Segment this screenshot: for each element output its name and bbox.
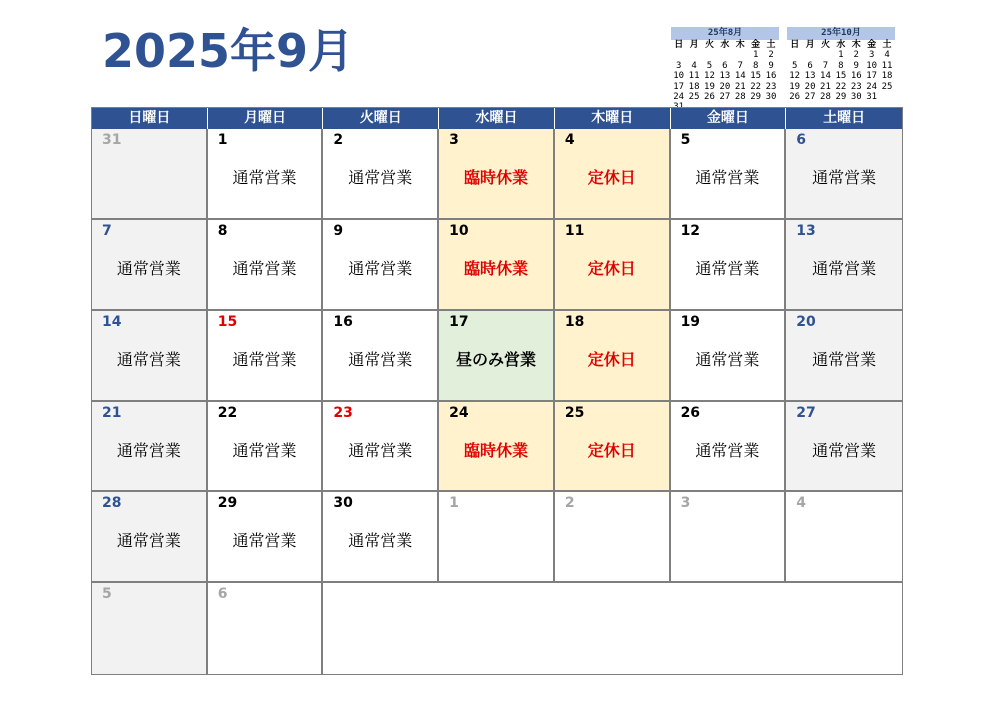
mini-calendar-header: 25年8月 bbox=[671, 27, 779, 40]
day-number: 1 bbox=[217, 132, 228, 148]
day-number: 8 bbox=[217, 222, 228, 239]
mini-weekday-label: 日 bbox=[674, 40, 684, 50]
day-number: 4 bbox=[796, 495, 807, 512]
day-cell[interactable] bbox=[92, 492, 208, 583]
mini-day: 6 bbox=[807, 60, 813, 71]
mini-day: 7 bbox=[822, 60, 829, 71]
mini-day: 25 bbox=[688, 91, 700, 102]
day-cell[interactable] bbox=[323, 492, 439, 583]
mini-day: 22 bbox=[835, 81, 847, 92]
mini-day: 19 bbox=[789, 81, 801, 92]
day-number: 5 bbox=[102, 586, 112, 603]
mini-day: 2 bbox=[768, 50, 774, 61]
mini-day: 13 bbox=[719, 71, 731, 82]
mini-day: 8 bbox=[752, 60, 759, 71]
day-cell[interactable] bbox=[323, 129, 439, 220]
mini-weekday-label: 日 bbox=[790, 40, 800, 50]
mini-day: 9 bbox=[853, 60, 859, 71]
mini-day: 15 bbox=[835, 71, 847, 82]
empty-area bbox=[323, 583, 902, 674]
day-status: 通常営業 bbox=[116, 258, 181, 278]
day-cell[interactable] bbox=[92, 311, 208, 402]
day-status: 通常営業 bbox=[232, 168, 297, 187]
mini-day: 18 bbox=[881, 71, 893, 82]
mini-day: 13 bbox=[804, 71, 816, 82]
mini-day: 16 bbox=[850, 71, 862, 82]
mini-day: 17 bbox=[673, 81, 685, 92]
mini-day bbox=[879, 92, 894, 102]
mini-weekday-label: 水 bbox=[720, 40, 730, 50]
mini-day: 3 bbox=[868, 50, 875, 61]
day-cell[interactable] bbox=[671, 129, 787, 220]
day-status: 昼のみ営業 bbox=[455, 349, 536, 369]
mini-calendar-next-month bbox=[787, 27, 895, 113]
mini-day: 10 bbox=[866, 60, 878, 71]
day-cell[interactable] bbox=[671, 402, 787, 493]
day-cell[interactable] bbox=[323, 220, 439, 311]
day-status: 通常営業 bbox=[812, 349, 877, 369]
mini-day: 25 bbox=[881, 81, 893, 92]
day-cell[interactable] bbox=[208, 220, 324, 311]
mini-day: 21 bbox=[820, 81, 831, 92]
day-cell[interactable] bbox=[439, 129, 555, 220]
day-number: 1 bbox=[449, 495, 459, 512]
day-status: 通常営業 bbox=[695, 349, 760, 369]
day-cell[interactable] bbox=[555, 492, 671, 583]
mini-weekday-label: 火 bbox=[820, 40, 830, 50]
day-number: 25 bbox=[564, 404, 585, 421]
day-status: 通常営業 bbox=[812, 168, 877, 187]
day-number: 4 bbox=[564, 132, 575, 148]
mini-day: 24 bbox=[673, 91, 685, 102]
mini-weekday-label: 土 bbox=[766, 40, 776, 50]
day-status: 通常営業 bbox=[695, 258, 760, 278]
mini-day: 1 bbox=[838, 50, 844, 61]
day-number: 18 bbox=[564, 313, 585, 330]
day-status: 通常営業 bbox=[232, 531, 297, 551]
day-cell[interactable] bbox=[208, 129, 324, 220]
day-cell[interactable] bbox=[208, 583, 324, 674]
mini-day: 30 bbox=[850, 91, 862, 102]
day-number: 21 bbox=[102, 404, 122, 421]
weekday-header-wednesday: 水曜日 bbox=[439, 108, 555, 129]
day-cell[interactable] bbox=[439, 492, 555, 583]
mini-day: 29 bbox=[750, 91, 762, 102]
day-number: 7 bbox=[102, 222, 112, 239]
day-status: 通常営業 bbox=[812, 258, 877, 278]
day-number: 26 bbox=[680, 404, 701, 421]
mini-weekday-label: 木 bbox=[851, 40, 861, 50]
mini-day bbox=[702, 50, 717, 60]
mini-day: 28 bbox=[820, 91, 831, 102]
weekday-header-thursday: 木曜日 bbox=[555, 108, 671, 129]
mini-calendar-grid bbox=[787, 40, 895, 113]
day-number: 19 bbox=[680, 313, 701, 330]
mini-weekday-label: 火 bbox=[704, 40, 714, 50]
day-cell[interactable] bbox=[208, 311, 324, 402]
day-number: 5 bbox=[680, 132, 691, 148]
day-number: 15 bbox=[217, 313, 238, 330]
mini-day: 9 bbox=[768, 60, 774, 71]
day-number: 20 bbox=[796, 313, 816, 330]
mini-day: 10 bbox=[673, 71, 685, 82]
mini-day: 20 bbox=[804, 81, 816, 92]
day-cell[interactable] bbox=[671, 220, 787, 311]
day-cell[interactable] bbox=[555, 220, 671, 311]
mini-weekday-label: 金 bbox=[867, 40, 877, 50]
mini-day: 11 bbox=[688, 71, 700, 82]
day-status: 通常営業 bbox=[348, 440, 413, 460]
day-number: 23 bbox=[333, 404, 353, 421]
day-status: 通常営業 bbox=[812, 440, 877, 460]
mini-day: 4 bbox=[884, 50, 890, 61]
mini-day: 4 bbox=[691, 60, 697, 71]
day-status: 定休日 bbox=[587, 440, 636, 460]
day-cell[interactable] bbox=[671, 492, 787, 583]
day-status: 通常営業 bbox=[348, 168, 413, 187]
mini-day bbox=[671, 50, 686, 60]
mini-calendar-header: 25年10月 bbox=[787, 27, 895, 40]
day-number: 11 bbox=[564, 222, 585, 239]
mini-day bbox=[802, 50, 817, 60]
day-number: 2 bbox=[333, 132, 344, 148]
mini-weekday-label: 月 bbox=[689, 40, 699, 50]
mini-day: 8 bbox=[838, 60, 844, 71]
day-number: 12 bbox=[680, 222, 701, 239]
day-status: 通常営業 bbox=[232, 440, 297, 460]
day-status: 定休日 bbox=[587, 258, 636, 278]
day-status: 通常営業 bbox=[116, 349, 181, 369]
day-grid bbox=[92, 129, 902, 674]
mini-day: 31 bbox=[866, 91, 878, 102]
mini-weekday-label: 木 bbox=[735, 40, 745, 50]
day-number: 27 bbox=[796, 404, 816, 421]
day-number: 29 bbox=[217, 495, 238, 512]
day-number: 3 bbox=[680, 495, 691, 512]
day-number: 31 bbox=[102, 132, 122, 148]
day-cell[interactable] bbox=[439, 311, 555, 402]
mini-day: 14 bbox=[820, 71, 831, 82]
day-number: 3 bbox=[449, 132, 459, 148]
day-status: 通常営業 bbox=[232, 258, 297, 278]
day-cell[interactable] bbox=[555, 311, 671, 402]
mini-calendar-grid bbox=[671, 40, 779, 113]
day-cell[interactable] bbox=[786, 220, 902, 311]
mini-day: 18 bbox=[688, 81, 700, 92]
day-cell[interactable] bbox=[208, 402, 324, 493]
day-number: 6 bbox=[796, 132, 807, 148]
day-cell[interactable] bbox=[786, 311, 902, 402]
day-cell[interactable] bbox=[439, 402, 555, 493]
mini-day: 2 bbox=[853, 50, 859, 61]
mini-day: 17 bbox=[866, 71, 878, 82]
day-cell[interactable] bbox=[555, 129, 671, 220]
day-cell[interactable] bbox=[671, 311, 787, 402]
day-cell[interactable] bbox=[92, 583, 208, 674]
mini-day: 24 bbox=[866, 81, 878, 92]
mini-weekday-label: 水 bbox=[836, 40, 846, 50]
day-cell[interactable] bbox=[786, 492, 902, 583]
mini-day: 30 bbox=[765, 91, 777, 102]
mini-day: 16 bbox=[765, 71, 777, 82]
day-cell[interactable] bbox=[92, 129, 208, 220]
day-status: 通常営業 bbox=[695, 440, 760, 460]
day-status: 通常営業 bbox=[348, 349, 413, 369]
mini-day: 20 bbox=[719, 81, 731, 92]
day-status: 通常営業 bbox=[348, 258, 413, 278]
day-number: 14 bbox=[102, 313, 122, 330]
mini-day: 21 bbox=[734, 81, 746, 92]
mini-day: 5 bbox=[706, 60, 713, 71]
day-status: 臨時休業 bbox=[463, 258, 528, 278]
weekday-header-sunday: 日曜日 bbox=[92, 108, 208, 129]
weekday-header-row bbox=[92, 108, 902, 129]
day-cell[interactable] bbox=[92, 220, 208, 311]
weekday-header-friday: 金曜日 bbox=[671, 108, 787, 129]
day-number: 6 bbox=[217, 586, 228, 603]
day-cell[interactable] bbox=[439, 220, 555, 311]
mini-day bbox=[733, 50, 748, 60]
mini-day: 22 bbox=[750, 81, 762, 92]
mini-day: 28 bbox=[734, 91, 746, 102]
weekday-header-tuesday: 火曜日 bbox=[323, 108, 439, 129]
mini-day: 23 bbox=[850, 81, 862, 92]
mini-day bbox=[787, 50, 802, 60]
weekday-header-saturday: 土曜日 bbox=[823, 110, 866, 126]
day-status: 通常営業 bbox=[232, 349, 297, 369]
mini-day bbox=[818, 50, 833, 60]
day-cell[interactable] bbox=[208, 492, 324, 583]
mini-weekday-label: 月 bbox=[805, 40, 815, 50]
mini-day: 3 bbox=[675, 60, 682, 71]
mini-day: 15 bbox=[750, 71, 762, 82]
mini-day: 12 bbox=[704, 71, 715, 82]
mini-day: 27 bbox=[719, 91, 731, 102]
day-number: 13 bbox=[796, 222, 816, 239]
mini-day: 7 bbox=[737, 60, 743, 71]
mini-day: 6 bbox=[722, 60, 728, 71]
mini-day: 1 bbox=[752, 50, 759, 61]
mini-day: 26 bbox=[704, 91, 715, 102]
day-status: 臨時休業 bbox=[463, 440, 528, 460]
day-number: 17 bbox=[449, 313, 469, 330]
day-number: 24 bbox=[449, 404, 469, 421]
weekday-header-monday: 月曜日 bbox=[208, 108, 324, 129]
mini-weekday-label: 金 bbox=[751, 40, 761, 50]
day-number: 2 bbox=[564, 495, 575, 512]
mini-day: 12 bbox=[789, 71, 801, 82]
mini-day bbox=[717, 50, 732, 60]
mini-day: 29 bbox=[835, 91, 847, 102]
mini-day: 26 bbox=[789, 91, 801, 102]
day-number: 28 bbox=[102, 495, 122, 512]
day-status: 定休日 bbox=[587, 349, 636, 369]
mini-weekday-label: 土 bbox=[882, 40, 892, 50]
mini-day: 14 bbox=[734, 71, 746, 82]
mini-day: 11 bbox=[881, 60, 893, 71]
day-cell[interactable] bbox=[323, 311, 439, 402]
day-status: 臨時休業 bbox=[463, 168, 528, 187]
day-cell[interactable] bbox=[786, 129, 902, 220]
mini-day: 19 bbox=[704, 81, 715, 92]
mini-calendar-prev-month bbox=[671, 27, 779, 113]
day-number: 30 bbox=[333, 495, 353, 512]
page-title: 2025年9月 bbox=[102, 24, 355, 78]
day-number: 16 bbox=[333, 313, 353, 330]
day-cell[interactable] bbox=[555, 402, 671, 493]
day-number: 22 bbox=[217, 404, 238, 421]
mini-day: 5 bbox=[791, 60, 798, 71]
day-status: 通常営業 bbox=[348, 531, 413, 551]
day-status: 通常営業 bbox=[116, 440, 181, 460]
day-cell[interactable] bbox=[323, 402, 439, 493]
day-status: 定休日 bbox=[587, 168, 636, 187]
day-number: 10 bbox=[449, 222, 469, 239]
mini-day: 23 bbox=[765, 81, 777, 92]
day-status: 通常営業 bbox=[695, 168, 760, 187]
day-cell[interactable] bbox=[786, 402, 902, 493]
day-number: 9 bbox=[333, 222, 344, 239]
day-cell[interactable] bbox=[92, 402, 208, 493]
day-status: 通常営業 bbox=[116, 531, 181, 551]
mini-day bbox=[686, 50, 701, 60]
month-calendar bbox=[91, 107, 903, 675]
mini-day: 27 bbox=[804, 91, 816, 102]
